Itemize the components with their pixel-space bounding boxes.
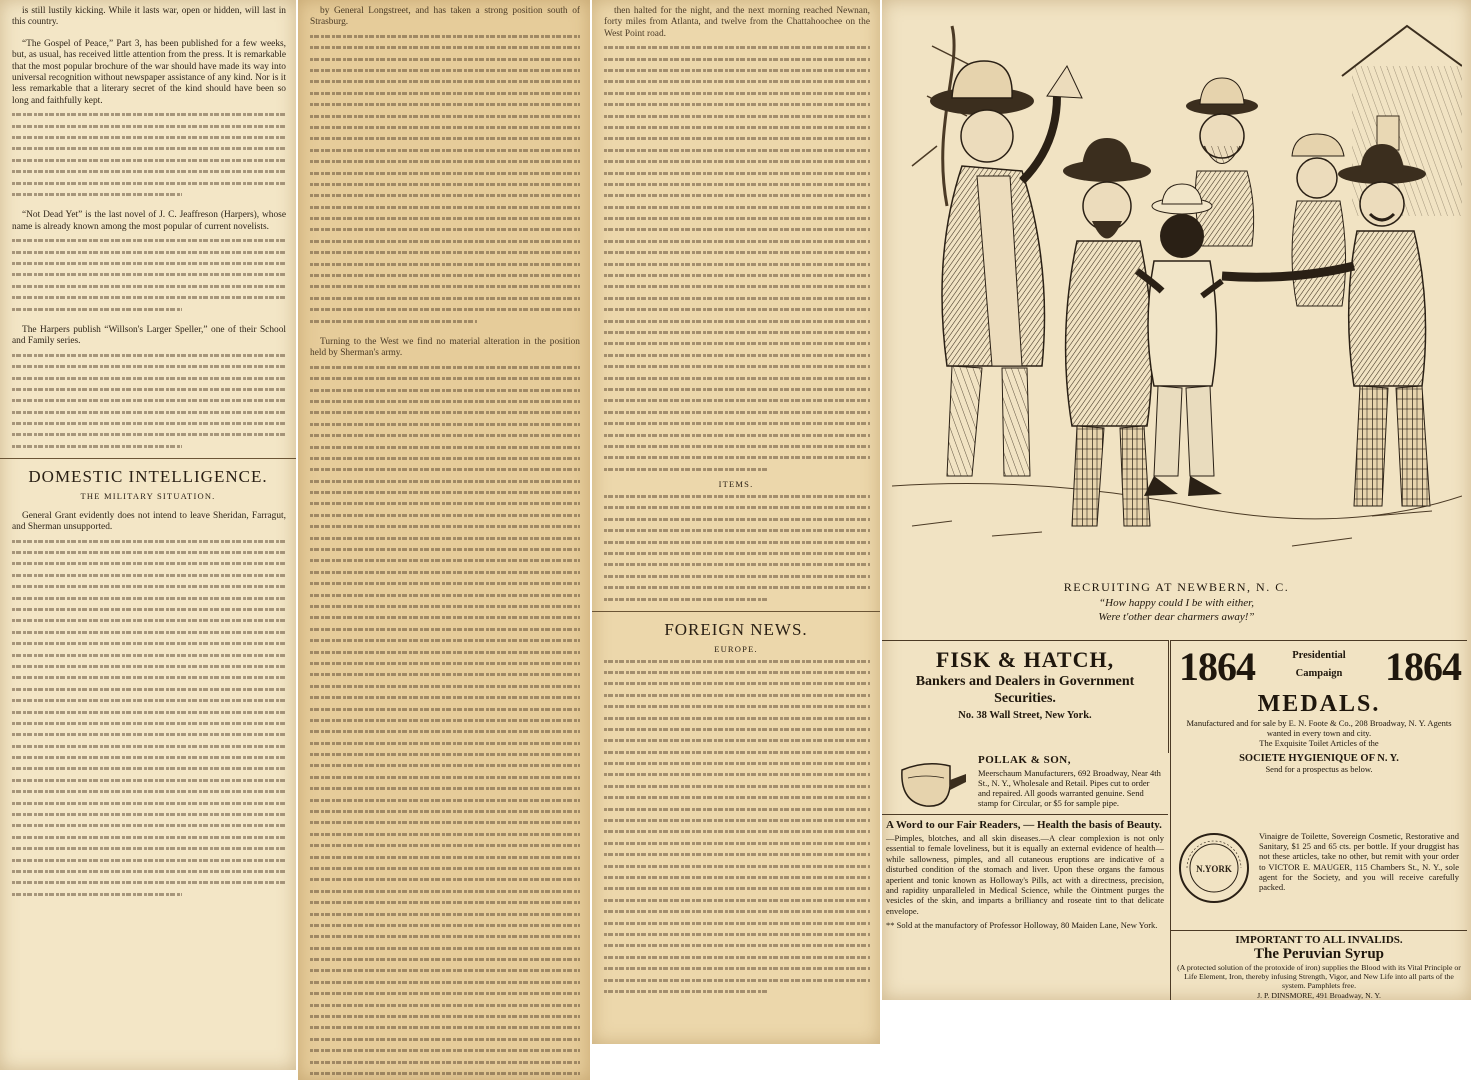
pollak-son-body: Meerschaum Manufacturers, 692 Broadway, Near 4th St., N. Y., Wholesale and Retail. Pipes cut to order and repaired. All goods warranted genuine. Send stamp for Circular, or $5 for sample pipe. xyxy=(978,768,1161,808)
column-1-paragraph: “Not Dead Yet” is the last novel of J. C. Jeaffreson (Harpers), whose name is already known among the most popular of current novelists. xyxy=(12,210,286,232)
societe-body: Vinaigre de Toilette, Sovereign Cosmetic, Restorative and Sanitary, $1 25 and 65 cts. per bottle. If your druggist has not these articles, take no other, but remit with your order to VICTOR E. MAUGER, 115 Chambers St., N. Y., sole agent for the Society, and you will receive carefully packed. xyxy=(1259,831,1459,893)
peruvian-syrup-body: (A protected solution of the protoxide of iron) supplies the Blood with its Vital Principle or Life Element, Iron, thereby infusing Strength, Vigor, and New Life into all parts of the system. Pamphlets free. xyxy=(1177,963,1461,991)
illustration-and-ads-clipping xyxy=(882,0,1471,1000)
column-3-clipping xyxy=(592,0,880,1044)
illustration-verse-line-1: “How happy could I be with either, xyxy=(1099,597,1254,609)
illegible-text-block xyxy=(592,493,880,601)
subhead-items: ITEMS. xyxy=(718,479,754,490)
illustration-title: RECRUITING AT NEWBERN, N. C. xyxy=(1063,580,1290,594)
illegible-text-block xyxy=(0,111,296,196)
societe-send-line: Send for a prospectus as below. xyxy=(1265,763,1373,774)
medals-presidential: Presidential xyxy=(1292,650,1346,661)
societe-seal-icon xyxy=(1177,831,1251,905)
column-1-clipping xyxy=(0,0,296,1070)
holloway-footer: ** Sold at the manufactory of Professor Holloway, 80 Maiden Lane, New York. xyxy=(886,920,1158,931)
column-1-paragraph: The Harpers publish “Willson's Larger Speller,” one of their School and Family series. xyxy=(12,324,286,347)
holloway-ad xyxy=(882,814,1168,995)
medals-year-left: 1864 xyxy=(1179,644,1255,689)
subhead-military-situation: THE MILITARY SITUATION. xyxy=(80,490,216,501)
meerschaum-pipe-icon xyxy=(896,756,968,812)
campaign-medals-ad xyxy=(1170,640,1467,931)
fisk-hatch-ad xyxy=(882,640,1169,753)
recruiting-engraving xyxy=(892,6,1462,576)
illegible-text-block xyxy=(298,364,590,1080)
column-2-clipping xyxy=(298,0,590,1080)
medals-title: MEDALS. xyxy=(1257,691,1381,717)
medals-campaign: Campaign xyxy=(1295,668,1343,679)
svg-text:N.YORK: N.YORK xyxy=(1196,864,1232,874)
fisk-hatch-address: No. 38 Wall Street, New York. xyxy=(958,710,1092,721)
holloway-body: —Pimples, blotches, and all skin diseases.—A clear complexion is not only essential to female loveliness, but it is equally an external evidence of health—while sallowness, pimples, and all cutaneous eruptions are indicative of a disturbed condition of the stomach and liver. Upon these organs the famous aperient and tonic known as Holloway's Pills, act with a directness, precision, and rapidity unparalleled in Medical Science, while the Ointment purges the vesicles of the skin, and imparts a brilliancy and roseate tint to that delicate envelope. xyxy=(886,833,1164,916)
peruvian-syrup-signature: J. P. DINSMORE, 491 Broadway, N. Y. xyxy=(1257,990,1381,1000)
illegible-text-block xyxy=(592,44,880,470)
section-title-foreign-news: FOREIGN NEWS. xyxy=(592,611,880,640)
holloway-headline: A Word to our Fair Readers, — Health the basis of Beauty. xyxy=(886,819,1162,831)
column-1-paragraph: General Grant evidently does not intend to leave Sheridan, Farragut, and Sherman unsupported. xyxy=(12,510,286,533)
illegible-text-block xyxy=(0,538,296,896)
medals-year-row xyxy=(1171,641,1467,691)
section-title-domestic-intelligence: DOMESTIC INTELLIGENCE. xyxy=(0,458,296,487)
column-1-paragraph: is still lustily kicking. While it lasts war, open or hidden, will last in this country. xyxy=(12,6,286,28)
subhead-europe: EUROPE. xyxy=(714,643,758,654)
medals-body: Manufactured and for sale by E. N. Foote & Co., 208 Broadway, N. Y. Agents wanted in every town and city. xyxy=(1186,718,1452,739)
column-2-paragraph: Turning to the West we find no material alteration in the position held by Sherman's army. xyxy=(310,336,580,359)
column-1-paragraph: “The Gospel of Peace,” Part 3, has been published for a few weeks, but, as usual, has received little attention from the press. It is remarkable that the most popular brochure of the war should have made its way into universal recognition without newspaper assistance of any kind. Nor is it less remarkable that a literary secret of the kind should have been so long and faithfully kept. xyxy=(12,38,286,106)
invalids-headline: IMPORTANT TO ALL INVALIDS. xyxy=(1235,934,1403,946)
fisk-hatch-line-2: Securities. xyxy=(994,691,1056,706)
illegible-text-block xyxy=(0,352,296,448)
illustration-verse-line-2: Were t'other dear charmers away!” xyxy=(1098,611,1255,623)
fisk-hatch-line-1: Bankers and Dealers in Government xyxy=(915,674,1135,689)
medals-year-right: 1864 xyxy=(1385,644,1461,689)
fisk-hatch-name: FISK & HATCH, xyxy=(935,647,1115,672)
illegible-text-block xyxy=(0,237,296,310)
column-2-paragraph: by General Longstreet, and has taken a strong position south of Strasburg. xyxy=(310,6,580,28)
illegible-text-block xyxy=(592,658,880,993)
pollak-son-ad xyxy=(882,752,1168,812)
peruvian-syrup-name: The Peruvian Syrup xyxy=(1253,946,1385,962)
illegible-text-block xyxy=(298,33,590,323)
societe-hygienique-title: SOCIETE HYGIENIQUE OF N. Y. xyxy=(1239,752,1399,764)
column-3-paragraph: then halted for the night, and the next morning reached Newnan, forty miles from Atlanta, and twelve from the Chattahoochee on the West Point road. xyxy=(604,6,870,39)
peruvian-syrup-ad xyxy=(1170,930,1467,1000)
medals-lead: The Exquisite Toilet Articles of the xyxy=(1259,738,1379,749)
pollak-son-name: POLLAK & SON, xyxy=(978,754,1071,766)
